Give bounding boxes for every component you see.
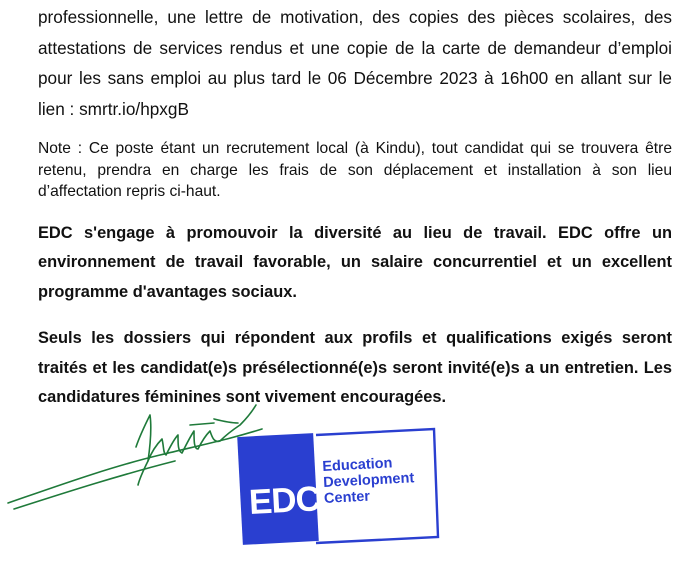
stamp-organization-name (322, 454, 415, 507)
edc-stamp (238, 425, 440, 549)
selection-statement: Seuls les dossiers qui répondent aux profils et qualifications exigés seront traités et les candidat(e)s présélectionné(e)s seront invité(e)s a un entretien. Les candidatures féminines sont vivement encouragées. (38, 329, 672, 406)
stamp-name-line2: Development (322, 470, 415, 491)
diversity-statement: EDC s'engage à promouvoir la diversité au lieu de travail. EDC offre un environnement de travail favorable, un salaire concurrentiel et un excellent programme d'avantages sociaux. (38, 223, 672, 301)
stamp-abbreviation: EDC (248, 479, 321, 522)
application-documents-paragraph: professionnelle, une lettre de motivation, des copies des pièces scolaires, des attestations de services rendus et une copie de la carte de demandeur d’emploi pour les sans emploi au plus tard le 06 Décembre 2023 à 16h00 en allant sur le lien : smrtr.io/hpxgB (38, 7, 672, 119)
stamp-name-line3: Center (323, 488, 371, 507)
note-paragraph: Note : Ce poste étant un recrutement local (à Kindu), tout candidat qui se trouvera être retenu, prendra en charge les frais de son déplacement et installation à son lieu d’affectation repris ci-haut. (38, 140, 672, 200)
letter-body (38, 2, 672, 413)
stamp-name-line1: Education (322, 455, 393, 475)
